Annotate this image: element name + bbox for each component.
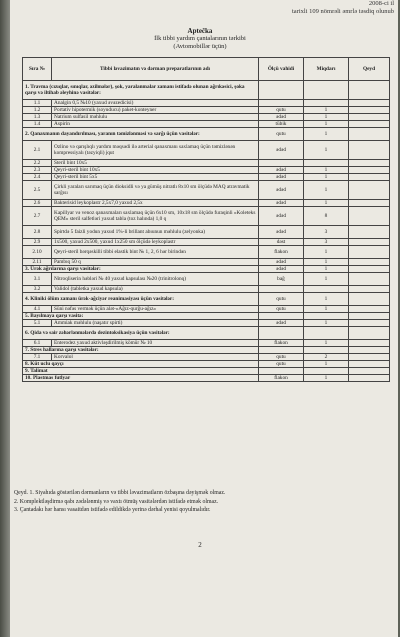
item-name: Nitroqliserin həbləri № 40 yaxud kapsulası №20 (trinitrolonq)	[52, 273, 259, 286]
note-cell	[349, 293, 390, 306]
row-number: 5.1	[23, 320, 52, 327]
section-title: 9. Talimat	[23, 368, 259, 375]
row-number: 1.4	[23, 121, 52, 128]
table-row	[23, 200, 390, 207]
unit-cell	[259, 160, 304, 167]
item-name: Qeyri-steril bint 5x5	[52, 174, 259, 181]
quantity-cell: 1	[304, 246, 349, 259]
unit-cell: ədəd	[259, 259, 304, 266]
section-title: 10. Plastmas futlyar	[23, 375, 259, 382]
table-row	[23, 273, 390, 286]
row-number: 2.10	[23, 246, 52, 259]
note-cell	[349, 167, 390, 174]
row-number: 3.2	[23, 286, 52, 293]
item-name: Korvalol	[52, 354, 259, 361]
document-subtitle: İlk tibbi yardım çantalarının tərkibi	[154, 35, 246, 42]
quantity-cell	[304, 368, 349, 375]
item-name: Aspirin	[52, 121, 259, 128]
item-name: 1x500, yaxud 2x500, yaxud 1x250 sm ölçüdə leykoplastr	[52, 239, 259, 246]
note-cell	[349, 107, 390, 114]
quantity-cell: 1	[304, 114, 349, 121]
quantity-cell: 1	[304, 361, 349, 368]
footnote-1: Qeyd. 1. Siyahıda göstərilən dərmanların və tibbi ləvazimatların özbaşına dəyişmək olmaz.	[14, 490, 226, 496]
unit-cell: ədəd	[259, 141, 304, 160]
table-row	[23, 320, 390, 327]
note-cell	[349, 100, 390, 107]
row-number: 6.1	[23, 340, 52, 347]
row-number: 2.11	[23, 259, 52, 266]
unit-cell	[259, 286, 304, 293]
section-title: 5. Bayılmaya qarşı vasitə:	[23, 313, 259, 320]
section-row	[23, 266, 390, 273]
quantity-cell: 1	[304, 259, 349, 266]
section-row	[23, 361, 390, 368]
table-row	[23, 226, 390, 239]
note-cell	[349, 259, 390, 266]
item-name: Kapillyar və venoz qanaxmaları saxlamaq üçün 6x10 sm, 10x18 sm ölçüdə furaqinli «Koleteks QEM» steril salfetləri yaxud tabla (toz halında) 1,0 q	[52, 207, 259, 226]
note-cell	[349, 306, 390, 313]
unit-cell	[259, 368, 304, 375]
unit-cell: qutu	[259, 107, 304, 114]
row-number: 1.2	[23, 107, 52, 114]
footnote-3: 3. Çantadakı hər hansı vasaitdən istifadə edildikdə yerinə dərhal yenisi qoyulmalıdır.	[14, 507, 211, 513]
table-row	[23, 100, 390, 107]
section-row	[23, 327, 390, 340]
note-cell	[349, 375, 390, 382]
unit-cell	[259, 327, 304, 340]
quantity-cell	[304, 313, 349, 320]
quantity-cell: 1	[304, 167, 349, 174]
table-row	[23, 107, 390, 114]
row-number: 4.1	[23, 306, 52, 313]
quantity-cell: 1	[304, 293, 349, 306]
unit-cell: qutu	[259, 293, 304, 306]
table-row	[23, 121, 390, 128]
section-title: 6. Qida və sair zəhərlənmələrdə dezintoksikasiya üçün vasitələr:	[23, 327, 259, 340]
quantity-cell: 1	[304, 181, 349, 200]
section-title: 2. Qanaxmanın dayandırılması, yaranın təmizlənməsi və sarğı üçün vasitələr:	[23, 128, 259, 141]
table-body	[23, 81, 390, 382]
unit-cell: qutu	[259, 354, 304, 361]
row-number: 2.9	[23, 239, 52, 246]
note-cell	[349, 239, 390, 246]
row-number: 2.1	[23, 141, 52, 160]
note-cell	[349, 320, 390, 327]
note-cell	[349, 200, 390, 207]
section-row	[23, 128, 390, 141]
section-row	[23, 375, 390, 382]
unit-cell: ədəd	[259, 207, 304, 226]
note-cell	[349, 128, 390, 141]
section-row	[23, 347, 390, 354]
item-name: Validol (tabletka yaxud kapsula)	[52, 286, 259, 293]
unit-cell: bağ	[259, 273, 304, 286]
unit-cell	[259, 313, 304, 320]
note-cell	[349, 246, 390, 259]
unit-cell	[259, 81, 304, 100]
quantity-cell: 1	[304, 141, 349, 160]
quantity-cell: 1	[304, 121, 349, 128]
first-aid-kit-table	[22, 57, 390, 382]
unit-cell: ədəd	[259, 181, 304, 200]
unit-cell: ədəd	[259, 200, 304, 207]
quantity-cell	[304, 160, 349, 167]
table-row	[23, 340, 390, 347]
table-row	[23, 160, 390, 167]
document-subtitle-vehicles: (Avtomobillər üçün)	[173, 43, 227, 50]
table-row	[23, 114, 390, 121]
document-title: Aptečka	[187, 27, 213, 35]
section-title: 7. Stres hallarına qarşı vasitələr:	[23, 347, 259, 354]
quantity-cell: 1	[304, 340, 349, 347]
unit-cell: ədəd	[259, 266, 304, 273]
unit-cell: flakon	[259, 375, 304, 382]
note-cell	[349, 174, 390, 181]
table-row	[23, 181, 390, 200]
note-cell	[349, 273, 390, 286]
unit-cell: ədəd	[259, 167, 304, 174]
quantity-cell: 1	[304, 200, 349, 207]
note-cell	[349, 266, 390, 273]
unit-cell	[259, 100, 304, 107]
row-number: 7.1	[23, 354, 52, 361]
item-name: Analgin 0,5 №10 (yaxud əvəzedicisi)	[52, 100, 259, 107]
note-cell	[349, 313, 390, 320]
item-name: Qeyri-steril bərqəskilli tibbi elastik bint № 1, 2, 6 hər birindən	[52, 246, 259, 259]
quantity-cell	[304, 81, 349, 100]
page-number: 2	[198, 541, 202, 549]
table-row	[23, 167, 390, 174]
section-title: 1. Travma (cızıqlar, sınıqlar, əzilmələr), şok, yaralanmalar zamanı istifadə olunan ağrıkəsici, şoka qarşı və iltihab əleyhinə vasitələr:	[23, 81, 259, 100]
unit-cell: flakon	[259, 340, 304, 347]
note-cell	[349, 207, 390, 226]
item-name: Qeyri-steril bint 10x5	[52, 167, 259, 174]
quantity-cell	[304, 286, 349, 293]
note-cell	[349, 121, 390, 128]
section-row	[23, 313, 390, 320]
unit-cell: qutu	[259, 128, 304, 141]
table-row	[23, 174, 390, 181]
note-cell	[349, 347, 390, 354]
approval-note-line2: tarixli 109 nömrəli əmrlə təsdiq olunub	[292, 8, 394, 15]
section-title: 3. Ürək ağrılarına qarşı vasitələr:	[23, 266, 259, 273]
item-name: Enterodez yaxud aktivləşdirilmiş kömür № 10	[52, 340, 259, 347]
item-name: Spirtdə 5 faizli yodun yaxud 1%-li brillant abıunun məhlulu (zelyonka)	[52, 226, 259, 239]
item-name: Ozlino və qarışlıqlı yardım məqsədi ilə arterial qanaxmanı saxlamaq üçün təmizlənən kompressiyalı (təzyiqli) jqut	[52, 141, 259, 160]
note-cell	[349, 160, 390, 167]
row-number: 2.3	[23, 167, 52, 174]
item-name: Portativ hipotermik (soyuducu) paket-konteyner	[52, 107, 259, 114]
col-header-number: Sıra №	[23, 58, 52, 81]
quantity-cell: 1	[304, 273, 349, 286]
quantity-cell: 2	[304, 354, 349, 361]
table-row	[23, 354, 390, 361]
unit-cell	[259, 347, 304, 354]
row-number: 3.1	[23, 273, 52, 286]
approval-note	[292, 0, 394, 16]
unit-cell: ədəd	[259, 114, 304, 121]
col-header-name: Tibbi ləvazimatın və dərman preparatlarının adı	[52, 58, 259, 81]
quantity-cell: 1	[304, 128, 349, 141]
note-cell	[349, 81, 390, 100]
col-header-quantity: Miqdarı	[304, 58, 349, 81]
unit-cell: dəst	[259, 239, 304, 246]
unit-cell: tübik	[259, 121, 304, 128]
quantity-cell: 1	[304, 320, 349, 327]
row-number: 2.5	[23, 181, 52, 200]
note-cell	[349, 361, 390, 368]
quantity-cell: 1	[304, 306, 349, 313]
quantity-cell	[304, 347, 349, 354]
quantity-cell	[304, 327, 349, 340]
unit-cell: ədəd	[259, 174, 304, 181]
approval-note-line1: 2008-ci il	[368, 0, 394, 7]
footnote-2: 2. Komplektləşdirmə qabı zədələnmiş və vaxtı ötmüş vasitələrdən istifadə etmək olmaz.	[14, 498, 219, 505]
unit-cell: qutu	[259, 306, 304, 313]
table-header-row	[23, 58, 390, 81]
item-name: Ammiak məhlulu (naşatır spirti)	[52, 320, 259, 327]
row-number: 2.4	[23, 174, 52, 181]
quantity-cell: 1	[304, 266, 349, 273]
quantity-cell: 1	[304, 375, 349, 382]
note-cell	[349, 286, 390, 293]
quantity-cell: 3	[304, 226, 349, 239]
note-cell	[349, 181, 390, 200]
section-row	[23, 293, 390, 306]
unit-cell: ədəd	[259, 320, 304, 327]
unit-cell: ədəd	[259, 226, 304, 239]
quantity-cell: 3	[304, 239, 349, 246]
table-row	[23, 141, 390, 160]
section-title: 4. Kliniki ölüm zamanı ürək-ağciyər reanimasiyası üçün vasitələr:	[23, 293, 259, 306]
item-name: Bakterisid leykoplastr 2,5x7,0 yaxud 2,5x	[52, 200, 259, 207]
footnotes	[14, 489, 394, 515]
section-row	[23, 368, 390, 375]
section-title: 8. Küt uclu qayçı	[23, 361, 259, 368]
table-row	[23, 259, 390, 266]
col-header-unit: Ölçü vahidi	[259, 58, 304, 81]
quantity-cell: 1	[304, 107, 349, 114]
quantity-cell	[304, 100, 349, 107]
item-name: Pambıq 50 q	[52, 259, 259, 266]
quantity-cell: 1	[304, 174, 349, 181]
row-number: 1.3	[23, 114, 52, 121]
note-cell	[349, 327, 390, 340]
quantity-cell: 8	[304, 207, 349, 226]
row-number: 2.8	[23, 226, 52, 239]
row-number: 2.7	[23, 207, 52, 226]
note-cell	[349, 114, 390, 121]
item-name: Natrium sulfasil məhlulu	[52, 114, 259, 121]
row-number: 2.2	[23, 160, 52, 167]
col-header-note: Qeyd	[349, 58, 390, 81]
note-cell	[349, 226, 390, 239]
note-cell	[349, 141, 390, 160]
row-number: 2.6	[23, 200, 52, 207]
note-cell	[349, 340, 390, 347]
table-row	[23, 286, 390, 293]
table-row	[23, 207, 390, 226]
item-name: Steril bint 10x5	[52, 160, 259, 167]
table-row	[23, 246, 390, 259]
row-number: 1.1	[23, 100, 52, 107]
table-row	[23, 306, 390, 313]
section-row	[23, 81, 390, 100]
note-cell	[349, 368, 390, 375]
unit-cell: flakon	[259, 246, 304, 259]
item-name: Süni nəfəs vermək üçün alət-«Ağız-qurğu-ağız»	[52, 306, 259, 313]
item-name: Çirkli yaraları sarımaq üçün dioksidli və ya gümüş nitratlı 8x10 sm ölçüdə MAQ atravmatik sarğısı	[52, 181, 259, 200]
unit-cell: qutu	[259, 361, 304, 368]
note-cell	[349, 354, 390, 361]
table-row	[23, 239, 390, 246]
